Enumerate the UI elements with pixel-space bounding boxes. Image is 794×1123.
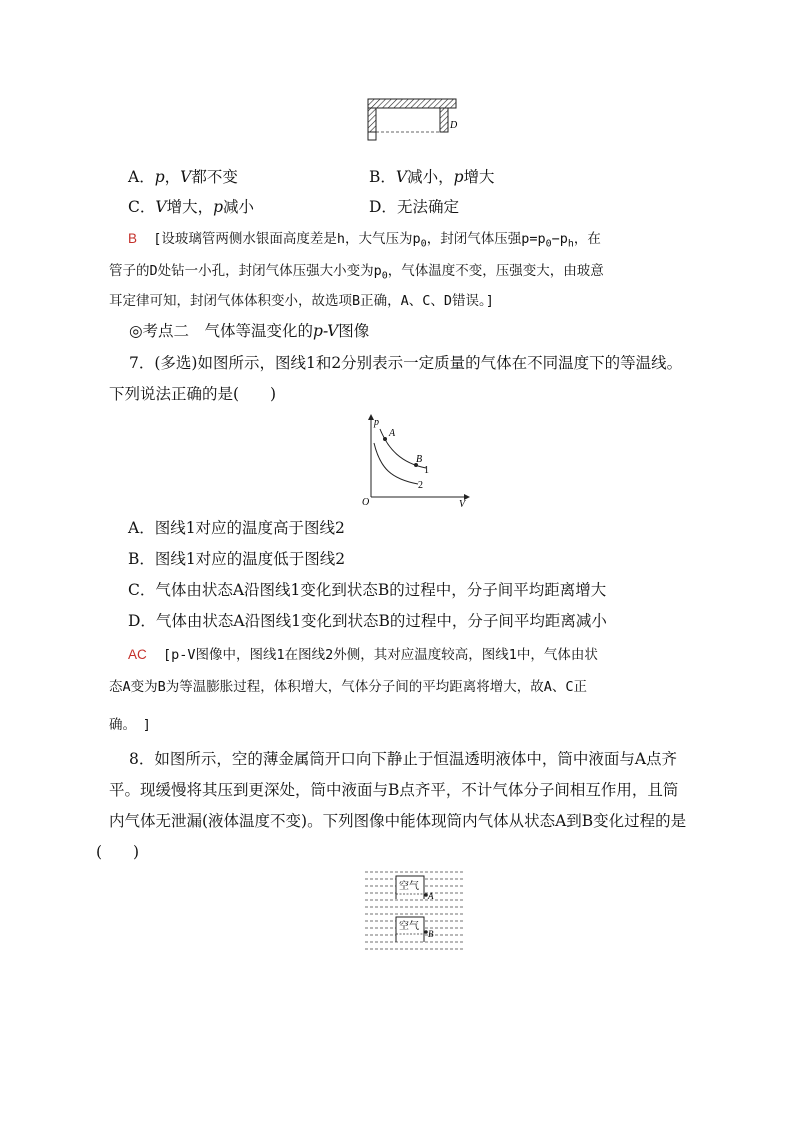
q6-explanation-line2: 管子的D处钻一小孔，封闭气体压强大小变为$p_0$，气体温度不变，压强变大，由玻意 <box>109 263 604 282</box>
q6-explanation-line3: 耳定律可知，封闭气体体积变小，故选项B正确，A、C、D错误。] <box>109 293 494 309</box>
q7-point-a <box>383 437 387 441</box>
q8-label-b: B <box>428 929 434 939</box>
q8-cylinder-figure <box>363 866 465 952</box>
q8-stem-line3: 内气体无泄漏(液体温度不变)。下列图像中能体现筒内气体从状态A到B变化过程的是 <box>109 812 687 830</box>
q7-option-c: C．气体由状态A沿图线1变化到状态B的过程中，分子间平均距离增大 <box>128 581 607 599</box>
q7-axis-p: p <box>374 417 379 428</box>
q7-stem-line1: 7．(多选)如图所示，图线1和2分别表示一定质量的气体在不同温度下的等温线。 <box>129 354 683 372</box>
section-heading: ◎考点二 气体等温变化的p-V图像 <box>129 322 370 340</box>
q7-explanation-line1: AC [p-V图像中，图线1在图线2外侧，其对应温度较高，图线1中，气体由状 <box>128 647 598 663</box>
q8-stem-line4: ( ) <box>96 843 140 861</box>
q7-curve2-label: 2 <box>418 480 423 491</box>
q7-answer: AC <box>128 647 147 662</box>
q7-origin: O <box>362 497 370 508</box>
q6-answer: B <box>128 231 138 246</box>
q7-option-a: A．图线1对应的温度高于图线2 <box>128 519 345 537</box>
q7-option-b: B．图线1对应的温度低于图线2 <box>128 550 346 568</box>
q7-pv-graph <box>356 413 471 508</box>
q8-stem-line1: 8．如图所示，空的薄金属筒开口向下静止于恒温透明液体中，筒中液面与A点齐 <box>129 750 678 768</box>
q6-option-c: C．V增大，p减小 <box>128 198 255 216</box>
q6-option-a: A．p，V都不变 <box>128 168 238 186</box>
q7-explanation-line2: 态A变为B为等温膨胀过程，体积增大，气体分子间的平均距离将增大，故A、C正 <box>109 679 588 695</box>
q6-explanation-line1: B [设玻璃管两侧水银面高度差是h，大气压为$p_0$，封闭气体压强$p=p_0-p_h$，在 <box>128 231 601 250</box>
q7-explanation-line3: 确。 ] <box>109 717 151 733</box>
q8-label-a: A <box>428 891 434 901</box>
q7-label-b: B <box>416 454 423 465</box>
q7-stem-line2: 下列说法正确的是( ) <box>109 385 277 403</box>
q7-axis-v: V <box>459 499 466 508</box>
q8-air-label-2: 空气 <box>399 921 419 932</box>
q7-option-d: D．气体由状态A沿图线1变化到状态B的过程中，分子间平均距离减小 <box>128 612 607 630</box>
q7-curve1-label: 1 <box>424 465 429 476</box>
q6-option-d: D．无法确定 <box>369 198 459 216</box>
q6-tube-figure <box>360 96 470 146</box>
q7-label-a: A <box>389 428 396 439</box>
q8-stem-line2: 平。现缓慢将其压到更深处，筒中液面与B点齐平，不计气体分子间相互作用，且筒 <box>109 781 679 799</box>
q6-label-d: D <box>450 120 458 131</box>
q8-air-label-1: 空气 <box>399 881 419 892</box>
q6-option-b: B．V减小，p增大 <box>369 168 495 186</box>
